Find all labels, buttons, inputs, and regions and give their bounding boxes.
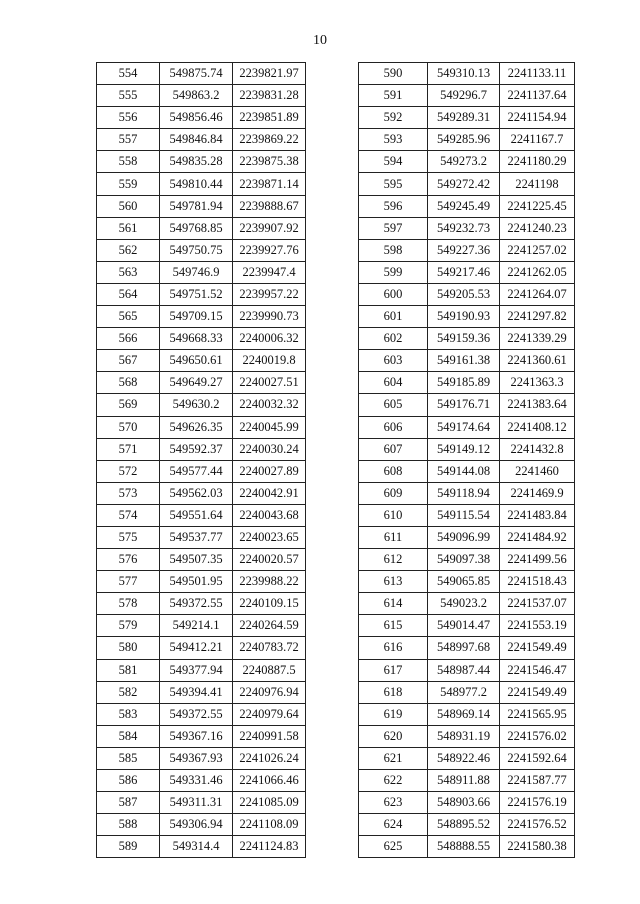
x-coordinate-cell: 548895.52 <box>428 814 500 836</box>
x-coordinate-cell: 549377.94 <box>160 659 233 681</box>
table-row <box>97 637 306 659</box>
y-coordinate-cell: 2241124.83 <box>233 836 306 858</box>
point-number-cell: 557 <box>97 129 160 151</box>
point-number-cell: 573 <box>97 482 160 504</box>
x-coordinate-cell: 549232.73 <box>428 217 500 239</box>
x-coordinate-cell: 549065.85 <box>428 571 500 593</box>
y-coordinate-cell: 2241108.09 <box>233 814 306 836</box>
point-number-cell: 581 <box>97 659 160 681</box>
point-number-cell: 554 <box>97 63 160 85</box>
point-number-cell: 572 <box>97 460 160 482</box>
y-coordinate-cell: 2241262.05 <box>500 261 575 283</box>
x-coordinate-cell: 548969.14 <box>428 703 500 725</box>
y-coordinate-cell: 2241363.3 <box>500 372 575 394</box>
table-row <box>359 482 575 504</box>
point-number-cell: 583 <box>97 703 160 725</box>
table-row <box>97 504 306 526</box>
table-row <box>359 460 575 482</box>
table-row <box>97 217 306 239</box>
table-row <box>97 615 306 637</box>
point-number-cell: 600 <box>359 283 428 305</box>
point-number-cell: 569 <box>97 394 160 416</box>
x-coordinate-cell: 549190.93 <box>428 306 500 328</box>
y-coordinate-cell: 2241026.24 <box>233 747 306 769</box>
x-coordinate-cell: 549650.61 <box>160 350 233 372</box>
table-row <box>359 637 575 659</box>
y-coordinate-cell: 2241339.29 <box>500 328 575 350</box>
point-number-cell: 604 <box>359 372 428 394</box>
table-row <box>359 549 575 571</box>
table-row <box>97 549 306 571</box>
x-coordinate-cell: 548903.66 <box>428 792 500 814</box>
point-number-cell: 562 <box>97 239 160 261</box>
x-coordinate-cell: 549630.2 <box>160 394 233 416</box>
table-row <box>359 615 575 637</box>
x-coordinate-cell: 549746.9 <box>160 261 233 283</box>
point-number-cell: 574 <box>97 504 160 526</box>
x-coordinate-cell: 549394.41 <box>160 681 233 703</box>
x-coordinate-cell: 549273.2 <box>428 151 500 173</box>
table-row <box>97 63 306 85</box>
y-coordinate-cell: 2241499.56 <box>500 549 575 571</box>
x-coordinate-cell: 549751.52 <box>160 283 233 305</box>
table-row <box>359 261 575 283</box>
y-coordinate-cell: 2241383.64 <box>500 394 575 416</box>
y-coordinate-cell: 2240043.68 <box>233 504 306 526</box>
point-number-cell: 597 <box>359 217 428 239</box>
point-number-cell: 565 <box>97 306 160 328</box>
y-coordinate-cell: 2241469.9 <box>500 482 575 504</box>
point-number-cell: 611 <box>359 526 428 548</box>
y-coordinate-cell: 2241432.8 <box>500 438 575 460</box>
point-number-cell: 618 <box>359 681 428 703</box>
table-row <box>359 394 575 416</box>
y-coordinate-cell: 2240019.8 <box>233 350 306 372</box>
point-number-cell: 594 <box>359 151 428 173</box>
x-coordinate-cell: 548987.44 <box>428 659 500 681</box>
table-row <box>359 703 575 725</box>
y-coordinate-cell: 2240032.32 <box>233 394 306 416</box>
table-row <box>97 571 306 593</box>
y-coordinate-cell: 2241133.11 <box>500 63 575 85</box>
x-coordinate-cell: 549768.85 <box>160 217 233 239</box>
y-coordinate-cell: 2241085.09 <box>233 792 306 814</box>
point-number-cell: 598 <box>359 239 428 261</box>
y-coordinate-cell: 2241587.77 <box>500 770 575 792</box>
table-row <box>97 328 306 350</box>
y-coordinate-cell: 2241408.12 <box>500 416 575 438</box>
y-coordinate-cell: 2241167.7 <box>500 129 575 151</box>
y-coordinate-cell: 2241154.94 <box>500 107 575 129</box>
table-row <box>97 703 306 725</box>
page-number: 10 <box>313 33 327 48</box>
table-row <box>97 725 306 747</box>
point-number-cell: 559 <box>97 173 160 195</box>
x-coordinate-cell: 549367.16 <box>160 725 233 747</box>
point-number-cell: 603 <box>359 350 428 372</box>
coordinates-table-left <box>96 62 306 858</box>
y-coordinate-cell: 2241576.02 <box>500 725 575 747</box>
x-coordinate-cell: 549626.35 <box>160 416 233 438</box>
y-coordinate-cell: 2239831.28 <box>233 85 306 107</box>
y-coordinate-cell: 2240030.24 <box>233 438 306 460</box>
point-number-cell: 616 <box>359 637 428 659</box>
table-row <box>97 792 306 814</box>
table-row <box>359 659 575 681</box>
table-row <box>97 659 306 681</box>
table-row <box>359 239 575 261</box>
x-coordinate-cell: 549205.53 <box>428 283 500 305</box>
y-coordinate-cell: 2241518.43 <box>500 571 575 593</box>
point-number-cell: 588 <box>97 814 160 836</box>
x-coordinate-cell: 549856.46 <box>160 107 233 129</box>
point-number-cell: 614 <box>359 593 428 615</box>
x-coordinate-cell: 548931.19 <box>428 725 500 747</box>
y-coordinate-cell: 2241225.45 <box>500 195 575 217</box>
table-row <box>97 129 306 151</box>
x-coordinate-cell: 549810.44 <box>160 173 233 195</box>
y-coordinate-cell: 2239871.14 <box>233 173 306 195</box>
y-coordinate-cell: 2240023.65 <box>233 526 306 548</box>
y-coordinate-cell: 2241264.07 <box>500 283 575 305</box>
x-coordinate-cell: 549835.28 <box>160 151 233 173</box>
table-row <box>97 482 306 504</box>
y-coordinate-cell: 2241360.61 <box>500 350 575 372</box>
table-row <box>359 792 575 814</box>
x-coordinate-cell: 549023.2 <box>428 593 500 615</box>
x-coordinate-cell: 549311.31 <box>160 792 233 814</box>
y-coordinate-cell: 2241484.92 <box>500 526 575 548</box>
y-coordinate-cell: 2240976.94 <box>233 681 306 703</box>
y-coordinate-cell: 2241537.07 <box>500 593 575 615</box>
table-row <box>97 283 306 305</box>
point-number-cell: 608 <box>359 460 428 482</box>
point-number-cell: 620 <box>359 725 428 747</box>
point-number-cell: 599 <box>359 261 428 283</box>
table-row <box>359 328 575 350</box>
point-number-cell: 606 <box>359 416 428 438</box>
x-coordinate-cell: 549875.74 <box>160 63 233 85</box>
x-coordinate-cell: 549149.12 <box>428 438 500 460</box>
x-coordinate-cell: 549331.46 <box>160 770 233 792</box>
point-number-cell: 605 <box>359 394 428 416</box>
y-coordinate-cell: 2241576.52 <box>500 814 575 836</box>
y-coordinate-cell: 2241576.19 <box>500 792 575 814</box>
table-row <box>359 836 575 858</box>
point-number-cell: 596 <box>359 195 428 217</box>
table-row <box>97 416 306 438</box>
y-coordinate-cell: 2241180.29 <box>500 151 575 173</box>
x-coordinate-cell: 549367.93 <box>160 747 233 769</box>
point-number-cell: 575 <box>97 526 160 548</box>
point-number-cell: 624 <box>359 814 428 836</box>
y-coordinate-cell: 2240991.58 <box>233 725 306 747</box>
table-row <box>359 725 575 747</box>
point-number-cell: 592 <box>359 107 428 129</box>
point-number-cell: 622 <box>359 770 428 792</box>
table-row <box>97 460 306 482</box>
table-row <box>97 239 306 261</box>
y-coordinate-cell: 2239869.22 <box>233 129 306 151</box>
table-row <box>359 593 575 615</box>
x-coordinate-cell: 549185.89 <box>428 372 500 394</box>
point-number-cell: 617 <box>359 659 428 681</box>
y-coordinate-cell: 2240027.51 <box>233 372 306 394</box>
point-number-cell: 621 <box>359 747 428 769</box>
x-coordinate-cell: 549537.77 <box>160 526 233 548</box>
x-coordinate-cell: 548888.55 <box>428 836 500 858</box>
y-coordinate-cell: 2241580.38 <box>500 836 575 858</box>
point-number-cell: 568 <box>97 372 160 394</box>
point-number-cell: 589 <box>97 836 160 858</box>
table-row <box>359 350 575 372</box>
y-coordinate-cell: 2240979.64 <box>233 703 306 725</box>
table-row <box>97 526 306 548</box>
point-number-cell: 591 <box>359 85 428 107</box>
y-coordinate-cell: 2239947.4 <box>233 261 306 283</box>
y-coordinate-cell: 2241592.64 <box>500 747 575 769</box>
table-row <box>359 571 575 593</box>
y-coordinate-cell: 2241297.82 <box>500 306 575 328</box>
x-coordinate-cell: 549412.21 <box>160 637 233 659</box>
x-coordinate-cell: 549097.38 <box>428 549 500 571</box>
y-coordinate-cell: 2239990.73 <box>233 306 306 328</box>
x-coordinate-cell: 549781.94 <box>160 195 233 217</box>
point-number-cell: 619 <box>359 703 428 725</box>
table-row <box>97 151 306 173</box>
y-coordinate-cell: 2239988.22 <box>233 571 306 593</box>
y-coordinate-cell: 2241553.19 <box>500 615 575 637</box>
table-row <box>97 85 306 107</box>
point-number-cell: 564 <box>97 283 160 305</box>
x-coordinate-cell: 549310.13 <box>428 63 500 85</box>
point-number-cell: 623 <box>359 792 428 814</box>
table-body <box>359 63 575 858</box>
y-coordinate-cell: 2240045.99 <box>233 416 306 438</box>
x-coordinate-cell: 549174.64 <box>428 416 500 438</box>
table-row <box>97 394 306 416</box>
point-number-cell: 570 <box>97 416 160 438</box>
table-row <box>97 814 306 836</box>
x-coordinate-cell: 549296.7 <box>428 85 500 107</box>
x-coordinate-cell: 549217.46 <box>428 261 500 283</box>
point-number-cell: 625 <box>359 836 428 858</box>
x-coordinate-cell: 549372.55 <box>160 703 233 725</box>
y-coordinate-cell: 2241483.84 <box>500 504 575 526</box>
table-row <box>359 283 575 305</box>
x-coordinate-cell: 549118.94 <box>428 482 500 504</box>
y-coordinate-cell: 2240027.89 <box>233 460 306 482</box>
y-coordinate-cell: 2241257.02 <box>500 239 575 261</box>
point-number-cell: 566 <box>97 328 160 350</box>
point-number-cell: 576 <box>97 549 160 571</box>
table-row <box>97 593 306 615</box>
table-row <box>97 372 306 394</box>
point-number-cell: 560 <box>97 195 160 217</box>
x-coordinate-cell: 549144.08 <box>428 460 500 482</box>
table-row <box>97 350 306 372</box>
y-coordinate-cell: 2241240.23 <box>500 217 575 239</box>
coordinates-table-right <box>358 62 575 858</box>
y-coordinate-cell: 2239875.38 <box>233 151 306 173</box>
point-number-cell: 558 <box>97 151 160 173</box>
x-coordinate-cell: 549306.94 <box>160 814 233 836</box>
table-row <box>359 747 575 769</box>
y-coordinate-cell: 2240020.57 <box>233 549 306 571</box>
y-coordinate-cell: 2239821.97 <box>233 63 306 85</box>
point-number-cell: 609 <box>359 482 428 504</box>
y-coordinate-cell: 2240006.32 <box>233 328 306 350</box>
table-row <box>359 306 575 328</box>
table-row <box>97 747 306 769</box>
x-coordinate-cell: 549846.84 <box>160 129 233 151</box>
y-coordinate-cell: 2241546.47 <box>500 659 575 681</box>
y-coordinate-cell: 2239907.92 <box>233 217 306 239</box>
table-row <box>359 217 575 239</box>
point-number-cell: 577 <box>97 571 160 593</box>
table-row <box>359 438 575 460</box>
table-row <box>359 63 575 85</box>
table-row <box>97 195 306 217</box>
x-coordinate-cell: 548997.68 <box>428 637 500 659</box>
table-row <box>359 107 575 129</box>
x-coordinate-cell: 549551.64 <box>160 504 233 526</box>
x-coordinate-cell: 549507.35 <box>160 549 233 571</box>
point-number-cell: 593 <box>359 129 428 151</box>
table-row <box>359 526 575 548</box>
x-coordinate-cell: 548977.2 <box>428 681 500 703</box>
x-coordinate-cell: 549750.75 <box>160 239 233 261</box>
table-row <box>359 173 575 195</box>
table-row <box>97 306 306 328</box>
point-number-cell: 578 <box>97 593 160 615</box>
table-row <box>359 504 575 526</box>
x-coordinate-cell: 549115.54 <box>428 504 500 526</box>
table-row <box>97 261 306 283</box>
y-coordinate-cell: 2240783.72 <box>233 637 306 659</box>
point-number-cell: 590 <box>359 63 428 85</box>
x-coordinate-cell: 549214.1 <box>160 615 233 637</box>
table-row <box>359 151 575 173</box>
x-coordinate-cell: 549314.4 <box>160 836 233 858</box>
x-coordinate-cell: 549372.55 <box>160 593 233 615</box>
y-coordinate-cell: 2241549.49 <box>500 681 575 703</box>
point-number-cell: 555 <box>97 85 160 107</box>
table-row <box>97 173 306 195</box>
y-coordinate-cell: 2241565.95 <box>500 703 575 725</box>
point-number-cell: 587 <box>97 792 160 814</box>
table-row <box>97 681 306 703</box>
y-coordinate-cell: 2239888.67 <box>233 195 306 217</box>
point-number-cell: 613 <box>359 571 428 593</box>
point-number-cell: 584 <box>97 725 160 747</box>
y-coordinate-cell: 2241460 <box>500 460 575 482</box>
point-number-cell: 615 <box>359 615 428 637</box>
x-coordinate-cell: 548911.88 <box>428 770 500 792</box>
x-coordinate-cell: 549649.27 <box>160 372 233 394</box>
x-coordinate-cell: 549562.03 <box>160 482 233 504</box>
x-coordinate-cell: 549272.42 <box>428 173 500 195</box>
point-number-cell: 556 <box>97 107 160 129</box>
table-row <box>359 416 575 438</box>
table-row <box>359 814 575 836</box>
x-coordinate-cell: 549159.36 <box>428 328 500 350</box>
table-row <box>97 107 306 129</box>
x-coordinate-cell: 549014.47 <box>428 615 500 637</box>
point-number-cell: 571 <box>97 438 160 460</box>
y-coordinate-cell: 2241198 <box>500 173 575 195</box>
table-row <box>359 372 575 394</box>
table-row <box>359 195 575 217</box>
point-number-cell: 580 <box>97 637 160 659</box>
point-number-cell: 585 <box>97 747 160 769</box>
point-number-cell: 586 <box>97 770 160 792</box>
table-row <box>359 681 575 703</box>
y-coordinate-cell: 2240264.59 <box>233 615 306 637</box>
point-number-cell: 602 <box>359 328 428 350</box>
point-number-cell: 579 <box>97 615 160 637</box>
y-coordinate-cell: 2241549.49 <box>500 637 575 659</box>
point-number-cell: 567 <box>97 350 160 372</box>
y-coordinate-cell: 2240887.5 <box>233 659 306 681</box>
point-number-cell: 563 <box>97 261 160 283</box>
x-coordinate-cell: 549501.95 <box>160 571 233 593</box>
y-coordinate-cell: 2240109.15 <box>233 593 306 615</box>
y-coordinate-cell: 2239957.22 <box>233 283 306 305</box>
point-number-cell: 607 <box>359 438 428 460</box>
x-coordinate-cell: 549577.44 <box>160 460 233 482</box>
x-coordinate-cell: 549285.96 <box>428 129 500 151</box>
point-number-cell: 612 <box>359 549 428 571</box>
x-coordinate-cell: 549176.71 <box>428 394 500 416</box>
point-number-cell: 561 <box>97 217 160 239</box>
x-coordinate-cell: 549289.31 <box>428 107 500 129</box>
table-row <box>97 770 306 792</box>
point-number-cell: 601 <box>359 306 428 328</box>
x-coordinate-cell: 549245.49 <box>428 195 500 217</box>
x-coordinate-cell: 549863.2 <box>160 85 233 107</box>
y-coordinate-cell: 2241137.64 <box>500 85 575 107</box>
x-coordinate-cell: 548922.46 <box>428 747 500 769</box>
point-number-cell: 582 <box>97 681 160 703</box>
table-row <box>359 129 575 151</box>
y-coordinate-cell: 2239851.89 <box>233 107 306 129</box>
table-body <box>97 63 306 858</box>
y-coordinate-cell: 2240042.91 <box>233 482 306 504</box>
x-coordinate-cell: 549161.38 <box>428 350 500 372</box>
y-coordinate-cell: 2239927.76 <box>233 239 306 261</box>
x-coordinate-cell: 549668.33 <box>160 328 233 350</box>
point-number-cell: 595 <box>359 173 428 195</box>
table-row <box>97 438 306 460</box>
table-row <box>359 770 575 792</box>
y-coordinate-cell: 2241066.46 <box>233 770 306 792</box>
x-coordinate-cell: 549709.15 <box>160 306 233 328</box>
point-number-cell: 610 <box>359 504 428 526</box>
x-coordinate-cell: 549096.99 <box>428 526 500 548</box>
table-row <box>97 836 306 858</box>
table-row <box>359 85 575 107</box>
x-coordinate-cell: 549227.36 <box>428 239 500 261</box>
x-coordinate-cell: 549592.37 <box>160 438 233 460</box>
